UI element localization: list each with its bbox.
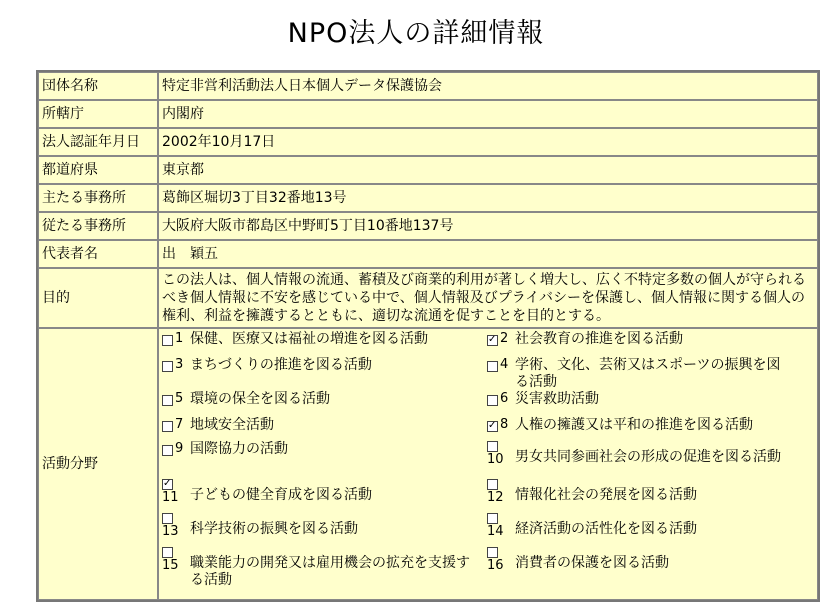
activity-number: 13 [162,524,179,539]
row-value: 東京都 [158,156,818,184]
activity-number: 16 [487,558,504,573]
activity-item-16 [487,547,783,573]
activity-number: 1 [175,331,184,346]
activity-number: 3 [175,357,184,372]
row-label: 代表者名 [38,240,158,268]
activity-label: 子どもの健全育成を図る活動 [190,487,372,503]
activity-label: 職業能力の開発又は雇用機会の拡充を支援する活動 [190,555,470,588]
activity-label: まちづくりの推進を図る活動 [190,357,372,373]
row-label: 団体名称 [38,72,158,100]
activity-number: 12 [487,490,504,505]
row-value: 2002年10月17日 [158,128,818,156]
activity-item-10 [487,441,783,467]
table-row [38,328,818,600]
activity-item-1 [162,331,480,348]
row-label: 従たる事務所 [38,212,158,240]
table-row [38,212,818,240]
activity-item-3 [162,357,480,374]
activity-item-2 [487,331,783,348]
purpose-text: この法人は、個人情報の流通、蓄積及び商業的利用が著しく増大し、広く不特定多数の個人が守られるべき個人情報に不安を感じている中で、個人情報及びプライバシーを保護し、個人情報に関する個人の権利、利益を擁護するとともに、適切な流通を促すことを目的とする。 [158,268,818,328]
activity-item-7 [162,417,480,434]
page-title: NPO法人の詳細情報 [287,18,545,49]
activity-label: 環境の保全を図る活動 [190,391,330,407]
row-value: 葛飾区堀切3丁目32番地13号 [158,184,818,212]
activity-label: 消費者の保護を図る活動 [515,555,669,571]
activity-number: 14 [487,524,504,539]
activity-number: 6 [500,391,509,406]
activity-checkbox[interactable] [487,441,498,452]
row-label: 主たる事務所 [38,184,158,212]
row-label: 法人認証年月日 [38,128,158,156]
activity-item-15 [162,547,480,589]
table-row [38,128,818,156]
activity-item-5 [162,391,480,408]
activity-checkbox[interactable] [162,395,173,406]
activity-number: 2 [500,331,509,346]
activity-label: 災害救助活動 [515,391,599,407]
row-label: 所轄庁 [38,100,158,128]
activity-label: 経済活動の活性化を図る活動 [515,521,697,537]
activity-item-13 [162,513,480,539]
activity-checkbox[interactable] [487,479,498,490]
activity-number: 9 [175,441,184,456]
activities-cell [158,328,818,600]
activities-label: 活動分野 [38,328,158,600]
table-row [38,184,818,212]
activity-checkbox[interactable] [162,361,173,372]
activity-item-14 [487,513,783,539]
activity-checkbox[interactable] [487,513,498,524]
activity-checkbox[interactable] [162,547,173,558]
activity-label: 地域安全活動 [190,417,274,433]
activity-checkbox[interactable] [487,361,498,372]
activity-checkbox[interactable] [487,547,498,558]
activity-label: 情報化社会の発展を図る活動 [515,487,697,503]
row-label: 都道府県 [38,156,158,184]
row-value: 内閣府 [158,100,818,128]
activity-item-9 [162,441,480,458]
table-row [38,240,818,268]
activities-grid [162,329,814,599]
table-row [38,100,818,128]
activity-checkbox[interactable] [162,445,173,456]
activity-checkbox[interactable] [162,421,173,432]
activity-number: 4 [500,357,509,372]
purpose-label: 目的 [38,268,158,328]
activity-number: 10 [487,452,504,467]
activity-item-4 [487,357,783,391]
activity-checkbox[interactable] [487,421,498,432]
activity-number: 5 [175,391,184,406]
activity-label: 科学技術の振興を図る活動 [190,521,358,537]
activity-checkbox[interactable] [487,395,498,406]
activity-label: 学術、文化、芸術又はスポーツの振興を図る活動 [515,357,781,390]
activity-checkbox[interactable] [487,335,498,346]
activity-checkbox[interactable] [162,513,173,524]
activity-number: 11 [162,490,179,505]
row-value: 出 穎五 [158,240,818,268]
activity-item-12 [487,479,783,505]
row-value: 大阪府大阪市都島区中野町5丁目10番地137号 [158,212,818,240]
activity-label: 男女共同参画社会の形成の促進を図る活動 [515,449,781,465]
activity-number: 15 [162,558,179,573]
npo-detail-table [36,70,820,602]
activity-item-8 [487,417,783,434]
activity-label: 社会教育の推進を図る活動 [515,331,683,347]
row-value: 特定非営利活動法人日本個人データ保護協会 [158,72,818,100]
activity-checkbox[interactable] [162,479,173,490]
table-row [38,268,818,328]
activity-label: 保健、医療又は福祉の増進を図る活動 [190,331,428,347]
table-row [38,156,818,184]
activity-item-11 [162,479,480,505]
table-row [38,72,818,100]
activity-checkbox[interactable] [162,335,173,346]
activity-number: 7 [175,417,184,432]
activity-item-6 [487,391,783,408]
activity-label: 人権の擁護又は平和の推進を図る活動 [515,417,753,433]
activity-label: 国際協力の活動 [190,441,288,457]
activity-number: 8 [500,417,509,432]
